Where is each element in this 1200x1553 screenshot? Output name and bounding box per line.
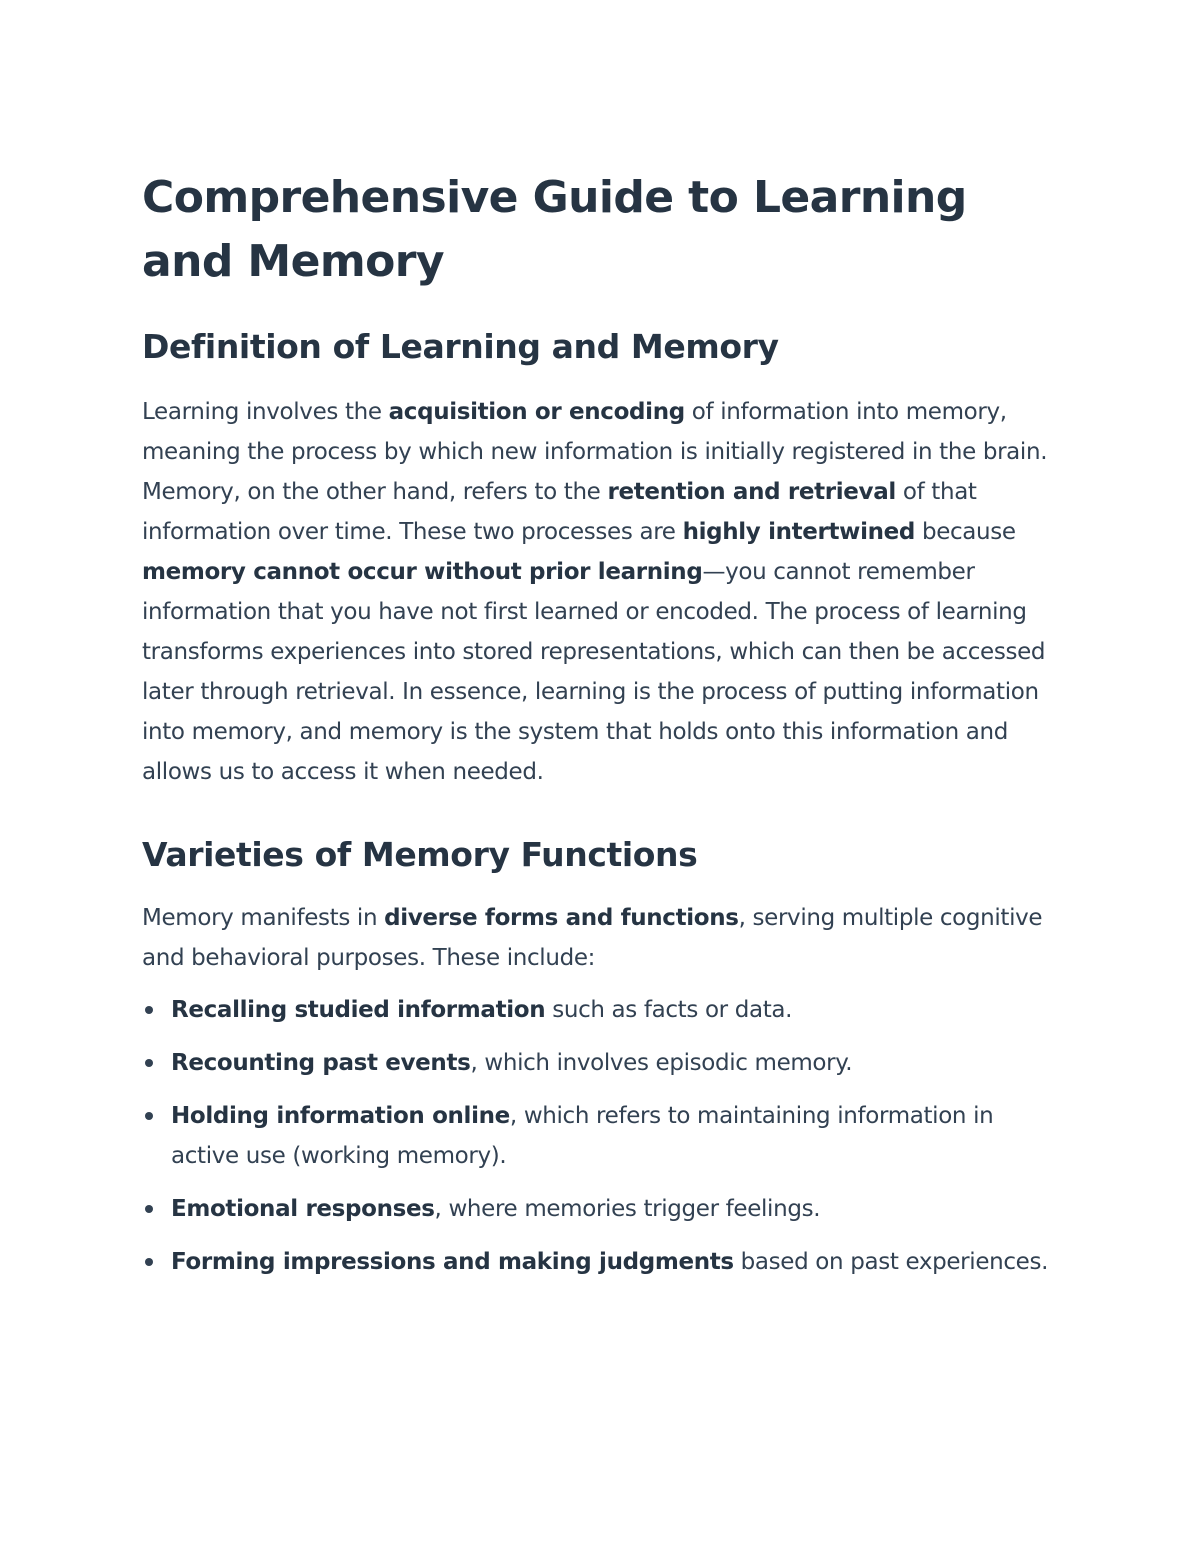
list-item-bold: Recounting past events: [171, 1050, 471, 1076]
bullet-icon: [145, 1112, 153, 1120]
list-item: [142, 1189, 1062, 1229]
document-page: [142, 166, 1062, 1295]
list-item-bold: Forming impressions and making judgments: [171, 1249, 734, 1275]
bold-run: diverse forms and functions: [384, 905, 739, 931]
list-item: [142, 1242, 1062, 1282]
text-run: Memory manifests in: [142, 905, 385, 931]
memory-functions-list: [142, 990, 1062, 1282]
list-item-bold: Emotional responses: [171, 1196, 435, 1222]
varieties-intro-paragraph: [142, 898, 1062, 978]
section-heading-varieties: Varieties of Memory Functions: [142, 835, 698, 874]
bullet-icon: [145, 1258, 153, 1266]
list-item-text: based on past experiences.: [733, 1249, 1049, 1275]
list-item: [142, 1096, 1062, 1176]
section-heading-definition: Definition of Learning and Memory: [142, 327, 779, 366]
list-item-text: , where memories trigger feelings.: [434, 1196, 821, 1222]
definition-paragraph: [142, 392, 1062, 792]
bold-run: acquisition or encoding: [388, 399, 685, 425]
bold-run: highly intertwined: [682, 519, 915, 545]
list-item-text: , which refers to maintaining information in active use (working memory).: [171, 1103, 994, 1169]
list-item-text: such as facts or data.: [545, 997, 793, 1023]
bullet-icon: [145, 1059, 153, 1067]
bold-run: memory cannot occur without prior learning: [142, 559, 703, 585]
bold-run: retention and retrieval: [607, 479, 896, 505]
list-item-text: , which involves episodic memory.: [470, 1050, 853, 1076]
list-item-bold: Holding information online: [171, 1103, 510, 1129]
text-run: of information into memory, meaning the process by which new information is initially registered in the brain. Memory, on the other hand, refers to the: [142, 399, 1048, 505]
text-run: , serving multiple cognitive and behavioral purposes. These include:: [142, 905, 1043, 971]
page-title: Comprehensive Guide to Learning and Memory: [142, 172, 967, 287]
bullet-icon: [145, 1006, 153, 1014]
list-item: [142, 1043, 1062, 1083]
text-run: Learning involves the: [142, 399, 389, 425]
list-item: [142, 990, 1062, 1030]
bullet-icon: [145, 1205, 153, 1213]
text-run: —you cannot remember information that you have not first learned or encoded. The process of learning transforms experiences into stored representations, which can then be accessed later through retrieval. In essence, learning is the process of putting information into memory, and memory is the system that holds onto this information and allows us to access it when needed.: [142, 559, 1046, 785]
list-item-bold: Recalling studied information: [171, 997, 546, 1023]
text-run: of that information over time. These two processes are: [142, 479, 977, 545]
text-run: because: [915, 519, 1016, 545]
